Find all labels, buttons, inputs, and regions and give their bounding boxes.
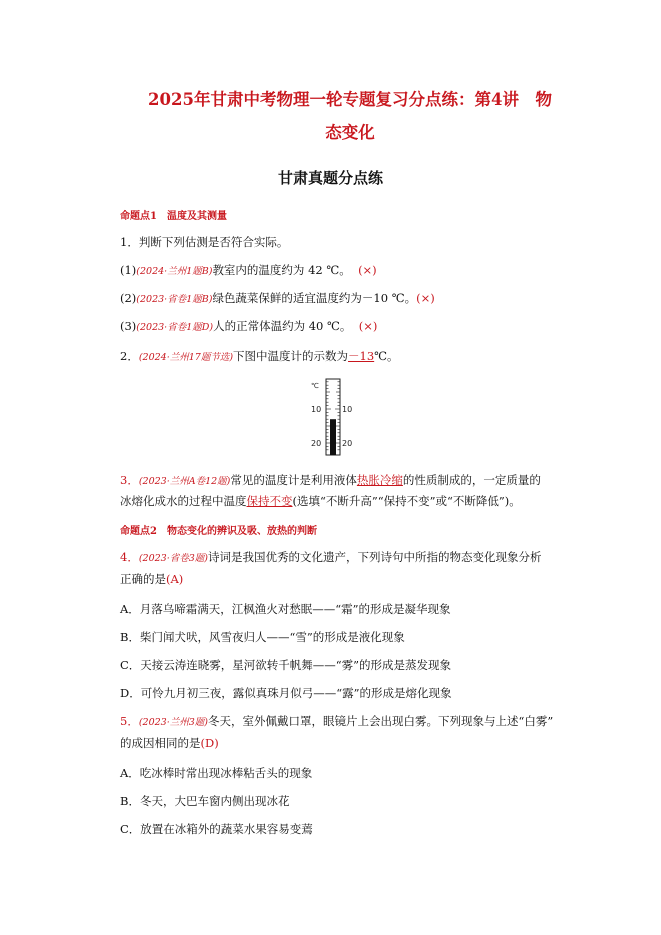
question-4-line1 [120, 549, 541, 567]
question-3-line2 [120, 493, 521, 509]
question-1-stem: 1．判断下列估测是否符合实际。 [120, 235, 289, 249]
q4-option-d: D．可怜九月初三夜，露似真珠月似弓——“露”的形成是熔化现象 [120, 686, 452, 700]
answer-blank: －13 [348, 349, 375, 363]
answer-blank-1: 热胀冷缩 [356, 473, 403, 487]
question-text-2: 的成因相同的是 [120, 736, 201, 750]
question-3-line1 [120, 472, 541, 490]
item-text: 教室内的温度约为 42 ℃。 [212, 263, 351, 277]
question-text-2: 正确的是 [120, 572, 166, 586]
answer-blank-2: 保持不变 [246, 494, 293, 508]
q5-option-c: C．放置在冰箱外的蔬菜水果容易变蔫 [120, 822, 313, 836]
item-number: (3) [120, 319, 137, 333]
question-text: 常见的温度计是利用液体 [230, 473, 357, 487]
tick-label-left-20: 20 [311, 439, 322, 448]
source-tag: (2023·兰州A卷12题) [138, 476, 231, 487]
answer: (D) [200, 736, 219, 750]
tick-label-left-10: 10 [311, 405, 322, 414]
question-number: 2． [120, 349, 139, 363]
section-subtitle: 甘肃真题分点练 [277, 169, 383, 187]
source-tag: (2023·省卷1题B) [136, 294, 213, 305]
source-tag: (2024·兰州1题B) [136, 266, 213, 277]
liquid-column [330, 419, 336, 455]
topic-heading-1 [120, 207, 227, 222]
topic-title: 物态变化的辨识及吸、放热的判断 [166, 526, 317, 537]
question-1-item-2 [120, 290, 435, 308]
item-number: (2) [120, 291, 137, 305]
question-1-item-3 [120, 318, 377, 336]
question-text: 冬天，室外佩戴口罩，眼镜片上会出现白雾。下列现象与上述“白雾” [207, 714, 554, 728]
topic-label: 命题点2 [120, 526, 157, 537]
question-text-2: 的性质制成的，一定质量的 [402, 473, 541, 487]
tick-label-right-10: 10 [342, 405, 353, 414]
q5-option-a: A．吃冰棒时常出现冰棒粘舌头的现象 [120, 766, 313, 780]
question-5-line1 [120, 713, 553, 731]
answer-mark: (×) [358, 263, 377, 277]
question-4-line2 [120, 571, 183, 587]
q4-option-b: B．柴门闻犬吠，风雪夜归人——“雪”的形成是液化现象 [120, 630, 405, 644]
q4-option-c: C．天接云涛连晓雾，星河欲转千帆舞——“雾”的形成是蒸发现象 [120, 658, 452, 672]
thermometer-figure [309, 377, 361, 457]
topic-title: 温度及其测量 [166, 211, 227, 222]
source-tag: (2023·兰州3题) [138, 717, 208, 728]
question-number: 5． [120, 714, 139, 728]
question-choices-hint: (选填“不断升高”“保持不变”或“不断降低”)。 [292, 494, 521, 508]
answer-mark: (×) [416, 291, 435, 305]
question-2 [120, 348, 399, 366]
unit-text: ℃。 [374, 349, 399, 363]
topic-label: 命题点1 [120, 211, 157, 222]
answer-mark: (×) [358, 319, 378, 333]
item-number: (1) [120, 263, 137, 277]
question-number: 3． [120, 473, 139, 487]
tick-label-right-20: 20 [342, 439, 353, 448]
answer: (A) [166, 572, 184, 586]
item-text: 人的正常体温约为 40 ℃。 [213, 319, 352, 333]
source-tag: (2023·省卷1题D) [136, 322, 214, 333]
document-title-line2: 态变化 [325, 123, 375, 142]
source-tag: (2024·兰州17题节选) [138, 352, 234, 363]
question-text: 下图中温度计的示数为 [233, 349, 349, 363]
topic-heading-2 [120, 522, 317, 537]
unit-label: ℃ [311, 382, 319, 390]
question-text-3: 冰熔化成水的过程中温度 [120, 494, 247, 508]
question-1-item-1 [120, 262, 377, 280]
source-tag: (2023·省卷3题) [138, 553, 208, 564]
document-title-line1: 2025年甘肃中考物理一轮专题复习分点练：第4讲 物 [148, 90, 552, 109]
question-5-line2 [120, 735, 219, 751]
item-text: 绿色蔬菜保鲜的适宜温度约为－10 ℃。 [212, 291, 417, 305]
q5-option-b: B．冬天，大巴车窗内侧出现冰花 [120, 794, 290, 808]
question-text: 诗词是我国优秀的文化遗产，下列诗句中所指的物态变化现象分析 [207, 550, 542, 564]
q4-option-a: A．月落乌啼霜满天，江枫渔火对愁眠——“霜”的形成是凝华现象 [120, 602, 451, 616]
question-number: 4． [120, 550, 139, 564]
